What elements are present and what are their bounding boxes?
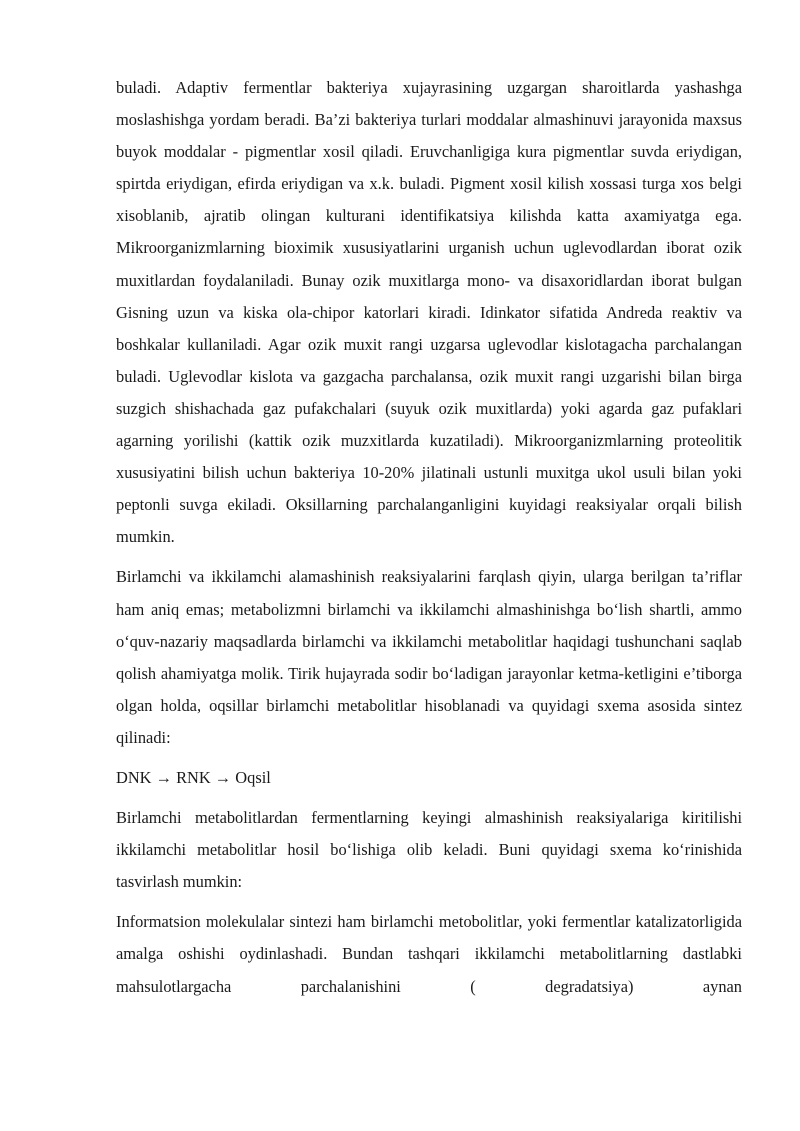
paragraph-primary-secondary-metabolism: Birlamchi va ikkilamchi alamashinish reaksiyalarini farqlash qiyin, ularga berilgan ta’riflar ham aniq emas; metabolizmni birlamchi va ikkilamchi almashinishga bo‘lish shartli, ammo o‘quv-nazariy maqsadlarda birlamchi va ikkilamchi metabolitlar haqidagi tushunchani saqlab qolish ahamiyatga molik. Tirik hujayrada sodir bo‘ladigan jarayonlar ketma-ketligini e’tiborga olgan holda, oqsillar birlamchi metabolitlar hisoblanadi va quyidagi sxema asosida sintez qilinadi: <box>116 567 742 747</box>
paragraph-secondary-metabolites: Birlamchi metabolitlardan fermentlarning keyingi almashinish reaksiyalariga kiritilishi ikkilamchi metabolitlar hosil bo‘lishiga olib keladi. Buni quyidagi sxema ko‘rinishida tasvirlash mumkin: <box>116 808 742 892</box>
scheme-dna-rna-protein: DNK → RNK → Oqsil <box>116 767 271 787</box>
paragraph-microbial-biochemistry: buladi. Adaptiv fermentlar bakteriya xujayrasining uzgargan sharoitlarda yashashga moslashishga yordam beradi. Ba’zi bakteriya turlari moddalar almashinuvi jarayonida maxsus buyok moddalar - pigmentlar xosil qiladi. Eruvchanligiga kura pigmentlar suvda eriydigan, spirtda eriydigan, efirda eriydigan va x.k. buladi. Pigment xosil kilish xossasi turga xos belgi xisoblanib, ajratib olingan kulturani identifikatsiya kilishda katta axamiyatga ega. Mikroorganizmlarning bioximik xususiyatlarini urganish uchun uglevodlardan iborat ozik muxitlardan foydalaniladi. Bunay ozik muxitlarga mono- va disaxoridlardan iborat bulgan Gisning uzun va kiska ola-chipor katorlari kiradi. Idinkator sifatida Andreda reaktiv va boshkalar kullaniladi. Agar ozik muxit rangi uzgarsa uglevodlar kislotagacha parchalangan buladi. Uglevodlar kislota va gazgacha parchalansa, ozik muxit rangi uzgarishi bilan birga suzgich shishachada gaz pufakchalari (suyuk ozik muxitlarda) yoki agarda gaz pufaklari agarning yorilishi (kattik ozik muzxitlarda kuzatiladi). Mikroorganizmlarning proteolitik xususiyatini bilish uchun bakteriya 10-20% jilatinali ustunli muxitga ukol usuli bilan yoki peptonli suvga ekiladi. Oksillarning parchalanganligini kuyidagi reaksiyalar orqali bilish mumkin. <box>116 78 742 547</box>
paragraph-informational-molecules: Informatsion molekulalar sintezi ham birlamchi metobolitlar, yoki fermentlar katalizatorligida amalga oshishi oydinlashadi. Bundan tashqari ikkilamchi metabolitlarning dastlabki mahsulotlargacha parchalanishini ( degradatsiya) aynan <box>116 912 742 996</box>
document-page <box>116 72 742 1011</box>
